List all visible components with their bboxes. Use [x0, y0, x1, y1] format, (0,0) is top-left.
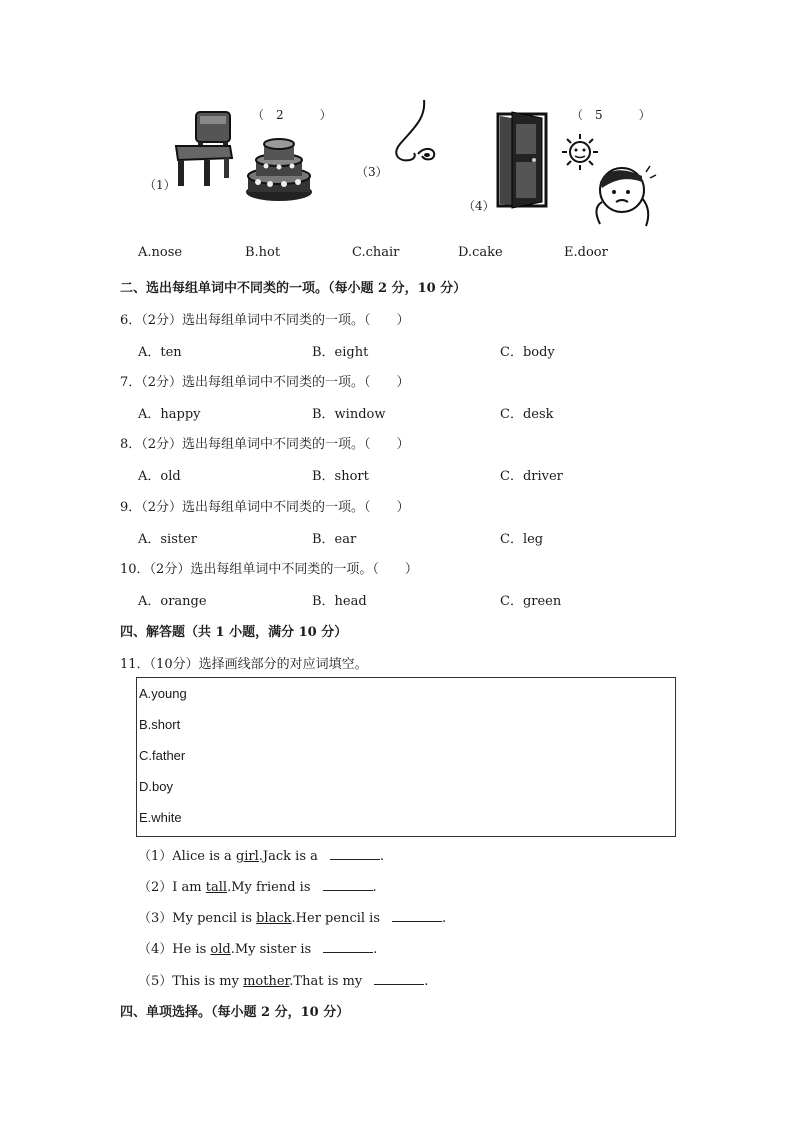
word-bank-item: E.white: [139, 810, 182, 825]
sentence-pre: I am: [172, 880, 206, 895]
underlined-word: tall: [205, 880, 228, 895]
hot-sun-icon: [562, 132, 658, 228]
underlined-word: black: [256, 911, 292, 926]
fill-sentence-2: （2）I am tall.My friend is .: [138, 880, 377, 895]
answer-blank[interactable]: [323, 879, 373, 891]
choice-a: A．sister: [138, 532, 198, 547]
sentence-number: （2）: [138, 880, 173, 895]
sentence-pre: My pencil is: [172, 911, 257, 926]
fill-sentence-1: （1）Alice is a girl.Jack is a .: [138, 849, 385, 864]
option-a: A.nose: [138, 245, 183, 260]
fill-sentence-4: （4）He is old.My sister is .: [138, 942, 378, 957]
sentence-post: .My friend is: [227, 880, 311, 895]
choice-c: C．leg: [500, 532, 544, 547]
option-c: C.chair: [352, 245, 400, 260]
option-d: D.cake: [458, 245, 503, 260]
picture-label-4: （4）: [463, 199, 495, 213]
choice-a: A．old: [138, 469, 181, 484]
word-bank-item: C.father: [139, 748, 186, 763]
fill-sentence-3: （3）My pencil is black.Her pencil is .: [138, 911, 447, 926]
word-bank-box: [136, 677, 676, 837]
choice-c: C．desk: [500, 407, 554, 422]
sentence-number: （4）: [138, 942, 173, 957]
question-stem: 10．（2分）选出每组单词中不同类的一项。（ ）: [120, 562, 418, 577]
choice-b: B．window: [312, 407, 386, 422]
answer-blank[interactable]: [392, 910, 442, 922]
sentence-post: .Her pencil is: [291, 911, 381, 926]
sentence-number: （5）: [138, 974, 173, 989]
question-11-stem: 11．（10分）选择画线部分的对应词填空。: [120, 657, 368, 672]
choice-a: A．happy: [138, 407, 201, 422]
choice-a: A．ten: [138, 345, 182, 360]
underlined-word: mother: [243, 974, 290, 989]
question-stem: 9．（2分）选出每组单词中不同类的一项。（ ）: [120, 500, 410, 515]
underlined-word: old: [210, 942, 231, 957]
picture-label-2: （ 2 ）: [252, 108, 332, 122]
sentence-post: .Jack is a: [258, 849, 318, 864]
question-stem: 6．（2分）选出每组单词中不同类的一项。（ ）: [120, 313, 410, 328]
sentence-number: （3）: [138, 911, 173, 926]
sentence-pre: Alice is a: [172, 849, 236, 864]
picture-label-5: （ 5 ）: [571, 108, 651, 122]
section-heading-4: 四、解答题（共 1 小题，满分 10 分）: [120, 625, 348, 640]
sentence-pre: This is my: [172, 974, 244, 989]
choice-a: A．orange: [138, 594, 207, 609]
sentence-post: .My sister is: [230, 942, 312, 957]
option-e: E.door: [564, 245, 608, 260]
answer-blank[interactable]: [330, 848, 380, 860]
choice-b: B．head: [312, 594, 367, 609]
section-heading-5: 四、单项选择。（每小题 2 分，10 分）: [120, 1005, 350, 1020]
picture-label-1: （1）: [144, 178, 176, 192]
picture-label-3: （3）: [356, 165, 388, 179]
choice-b: B．eight: [312, 345, 369, 360]
choice-c: C．body: [500, 345, 555, 360]
choice-b: B．short: [312, 469, 369, 484]
choice-c: C．driver: [500, 469, 563, 484]
word-bank-item: A.young: [139, 686, 187, 701]
choice-c: C．green: [500, 594, 562, 609]
choice-b: B．ear: [312, 532, 357, 547]
door-icon: [494, 110, 550, 210]
question-stem: 8．（2分）选出每组单词中不同类的一项。（ ）: [120, 437, 410, 452]
word-bank-item: D.boy: [139, 779, 173, 794]
section-heading-2: 二、选出每组单词中不同类的一项。（每小题 2 分，10 分）: [120, 281, 467, 296]
sentence-pre: He is: [172, 942, 211, 957]
answer-blank[interactable]: [374, 973, 424, 985]
option-b: B.hot: [245, 245, 281, 260]
cake-icon: [244, 132, 314, 204]
sentence-post: .That is my: [289, 974, 363, 989]
underlined-word: girl: [235, 849, 259, 864]
nose-icon: [384, 98, 444, 168]
question-stem: 7．（2分）选出每组单词中不同类的一项。（ ）: [120, 375, 410, 390]
word-bank-item: B.short: [139, 717, 181, 732]
sentence-number: （1）: [138, 849, 173, 864]
answer-blank[interactable]: [323, 941, 373, 953]
chair-icon: [170, 108, 236, 188]
fill-sentence-5: （5）This is my mother.That is my .: [138, 974, 429, 989]
